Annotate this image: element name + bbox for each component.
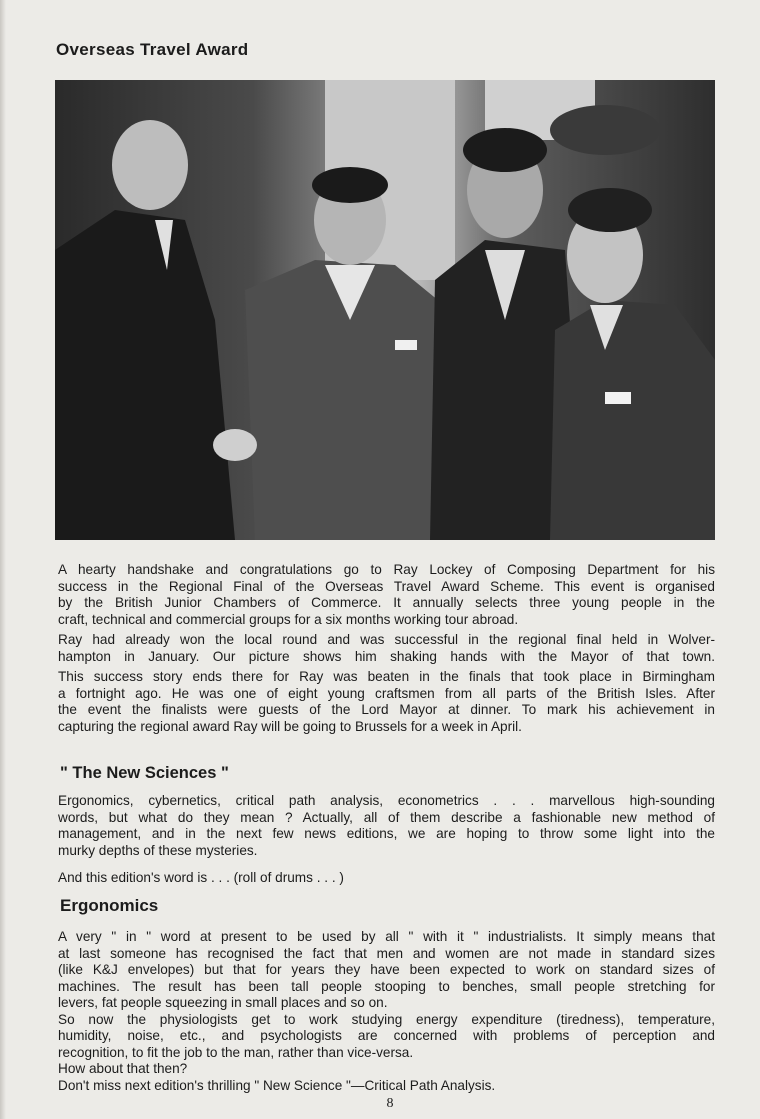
paragraph — [58, 562, 715, 628]
photo-mayor-handshake — [55, 80, 715, 540]
text-line: So now the physiologists get to work studying energy expenditure (tiredness), temperature, — [58, 1011, 715, 1027]
text-line: machines. The result has been tall people stooping to benches, small people stretching for — [58, 978, 715, 994]
page-binding-shadow — [0, 0, 6, 1119]
text-line: by the British Junior Chambers of Commerce. It annually selects three young people in the — [58, 595, 715, 610]
paragraph — [58, 669, 715, 735]
text-line: at last someone has recognised the fact that men and women are not made in standard sizes — [58, 945, 715, 961]
section-heading-new-sciences: " The New Sciences " — [60, 764, 229, 782]
text-line: management, and in the next few news editions, we are hoping to throw some light into the — [58, 826, 715, 841]
text-line: Don't miss next edition's thrilling " New Science "—Critical Path Analysis. — [58, 1077, 496, 1093]
text-line: A hearty handshake and congratulations go to Ray Lockey of Composing Department for his — [58, 562, 715, 577]
page-number: 8 — [386, 1096, 394, 1111]
text-line: How about that then? — [58, 1061, 188, 1076]
ergonomics-text — [58, 929, 715, 1094]
text-line: a fortnight ago. He was one of eight young craftsmen from all parts of the British Isles. After — [58, 685, 715, 701]
text-line: levers, fat people squeezing in small places and so on. — [58, 995, 388, 1010]
text-line: recognition, to fit the job to the man, rather than vice-versa. — [58, 1044, 414, 1060]
text-line: craft, technical and commercial groups for a six months working tour abroad. — [58, 611, 519, 627]
text-line: capturing the regional award Ray will be going to Brussels for a week in April. — [58, 718, 522, 734]
text-line: hampton in January. Our picture shows him shaking hands with the Mayor of that town. — [58, 648, 715, 664]
text-line: the event the finalists were guests of the Lord Mayor at dinner. To mark his achievement in — [58, 702, 715, 717]
new-sciences-intro — [58, 793, 715, 859]
page-title: Overseas Travel Award — [56, 40, 249, 59]
text-line: Ray had already won the local round and was successful in the regional final held in Wolver- — [58, 632, 715, 647]
text-line: (like K&J envelopes) but that for years they have been expected to work on standard sizes of — [58, 962, 715, 977]
text-line: Ergonomics, cybernetics, critical path analysis, econometrics . . . marvellous high-sounding — [58, 793, 715, 808]
subheading-ergonomics: Ergonomics — [60, 896, 159, 915]
text-line: And this edition's word is . . . (roll of drums . . . ) — [58, 870, 344, 885]
word-of-edition — [58, 870, 715, 887]
text-line: This success story ends there for Ray was beaten in the finals that took place in Birmingham — [58, 669, 715, 684]
text-line: success in the Regional Final of the Overseas Travel Award Scheme. This event is organised — [58, 578, 715, 594]
text-line: murky depths of these mysteries. — [58, 842, 258, 858]
text-line: words, but what do they mean ? Actually, all of them describe a fashionable new method of — [58, 809, 715, 825]
paragraph — [58, 632, 715, 665]
article-award-text — [58, 562, 715, 735]
photo-illustration — [55, 80, 715, 540]
text-line: humidity, noise, etc., and psychologists are concerned with problems of perception and — [58, 1028, 715, 1043]
text-line: A very " in " word at present to be used by all " with it " industrialists. It simply means that — [58, 929, 715, 944]
